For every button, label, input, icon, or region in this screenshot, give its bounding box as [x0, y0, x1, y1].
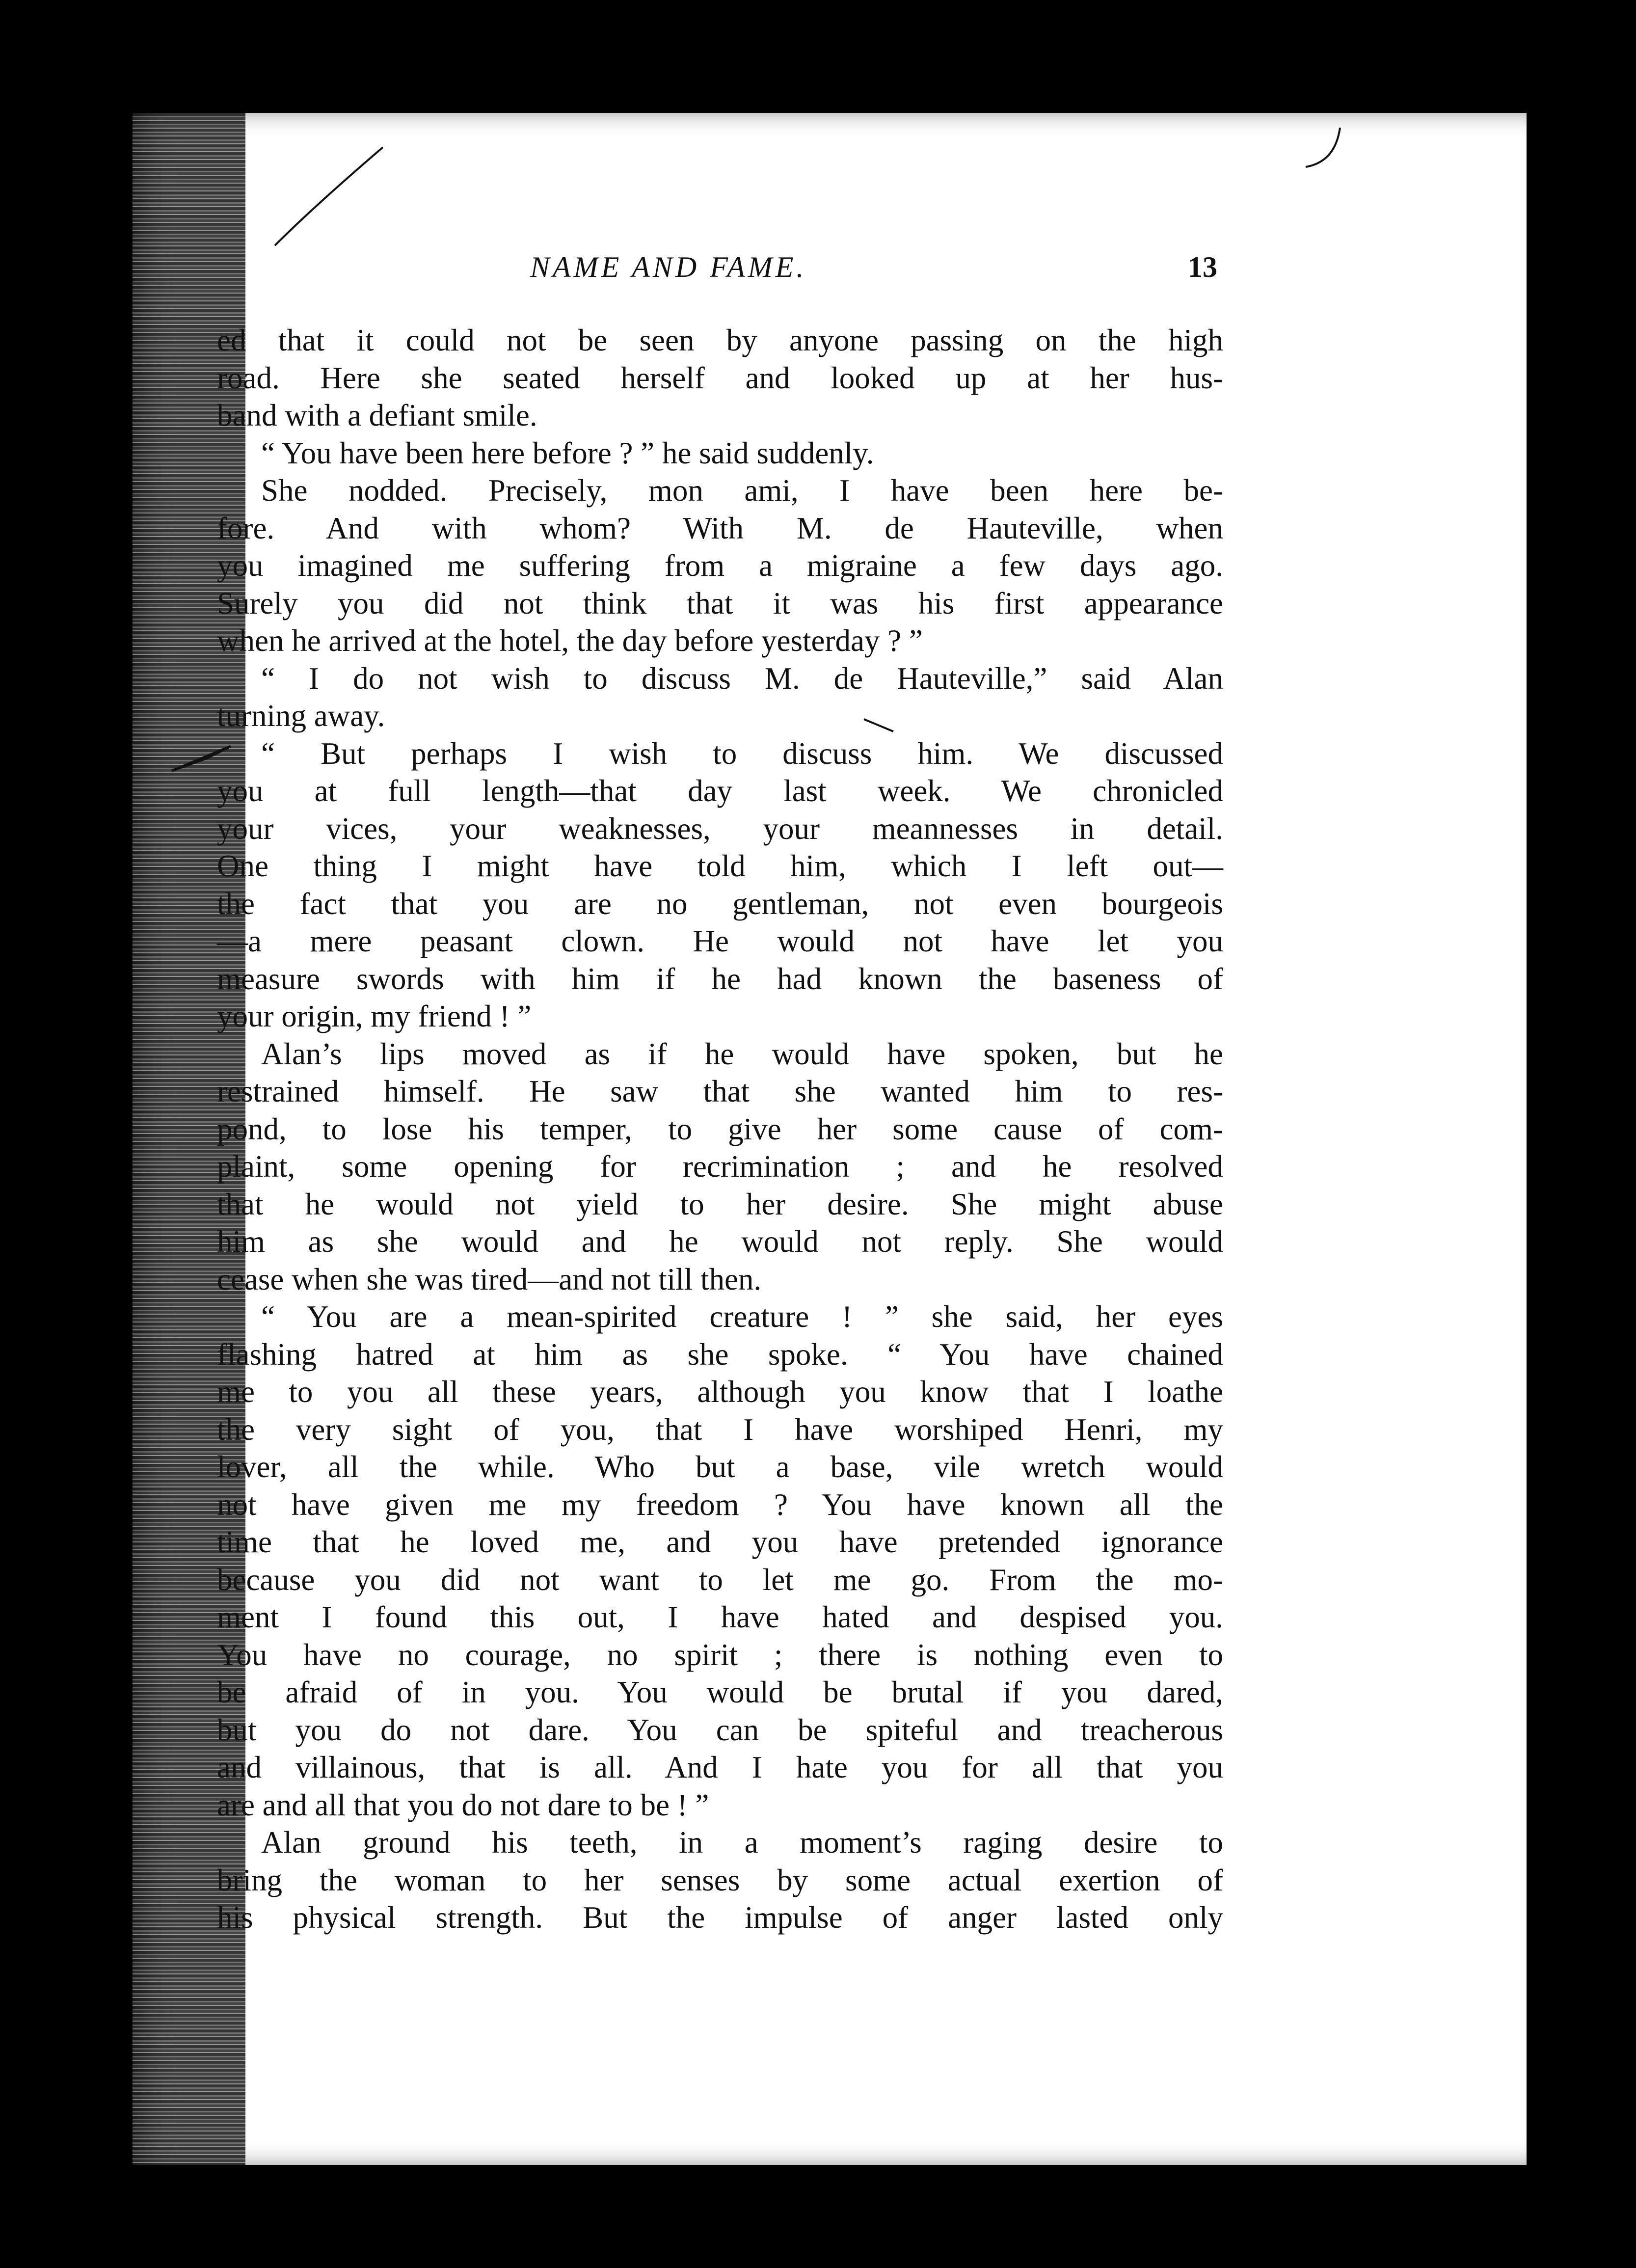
text-line: when he arrived at the hotel, the day before yesterday ? ”: [217, 623, 923, 658]
text-line: but you do not dare. You can be spiteful and treacherous: [217, 1712, 1223, 1747]
text-line: cease when she was tired—and not till then.: [217, 1262, 762, 1296]
text-line: ed that it could not be seen by anyone passing on the high: [217, 323, 1223, 357]
text-line: She nodded. Precisely, mon ami, I have been here be-: [261, 473, 1223, 508]
text-line: time that he loved me, and you have pretended ignorance: [217, 1525, 1223, 1559]
text-line: not have given me my freedom ? You have known all the: [217, 1487, 1223, 1522]
text-line: you at full length—that day last week. We chronicled: [217, 774, 1223, 808]
text-line: are and all that you do not dare to be ! ”: [217, 1787, 709, 1822]
text-line: You have no courage, no spirit ; there is nothing even to: [217, 1637, 1223, 1672]
running-head: NAME AND FAME.: [530, 251, 807, 283]
text-line: One thing I might have told him, which I left out—: [217, 849, 1223, 883]
text-line: lover, all the while. Who but a base, vile wretch would: [217, 1450, 1223, 1484]
text-line: ment I found this out, I have hated and despised you.: [217, 1600, 1223, 1634]
text-line: his physical strength. But the impulse of anger lasted only: [217, 1900, 1223, 1935]
text-line: and villainous, that is all. And I hate you for all that you: [217, 1750, 1223, 1784]
text-line: band with a defiant smile.: [217, 398, 537, 432]
text-line: turning away.: [217, 699, 385, 733]
text-line: Surely you did not think that it was his first appearance: [217, 586, 1223, 621]
page-number: 13: [1188, 251, 1217, 283]
text-line: plaint, some opening for recrimination ; and he resolved: [217, 1149, 1223, 1184]
text-line: me to you all these years, although you know that I loathe: [217, 1375, 1223, 1409]
text-line: “ You are a mean-spirited creature ! ” she said, her eyes: [261, 1299, 1223, 1334]
text-line: measure swords with him if he had known the baseness of: [217, 961, 1223, 996]
text-line: your origin, my friend ! ”: [217, 999, 532, 1033]
text-line: fore. And with whom? With M. de Hauteville, when: [217, 511, 1223, 545]
text-line: “ But perhaps I wish to discuss him. We discussed: [261, 736, 1223, 771]
text-line: pond, to lose his temper, to give her some cause of com-: [217, 1111, 1223, 1146]
text-line: your vices, your weaknesses, your meannesses in detail.: [217, 811, 1223, 846]
text-line: bring the woman to her senses by some actual exertion of: [217, 1863, 1223, 1897]
text-line: be afraid of in you. You would be brutal if you dared,: [217, 1675, 1223, 1709]
text-line: because you did not want to let me go. From the mo-: [217, 1562, 1223, 1597]
text-line: that he would not yield to her desire. She might abuse: [217, 1187, 1223, 1221]
text-line: the fact that you are no gentleman, not even bourgeois: [217, 886, 1223, 921]
text-line: Alan ground his teeth, in a moment’s raging desire to: [261, 1825, 1223, 1860]
text-line: “ You have been here before ? ” he said suddenly.: [261, 435, 874, 470]
text-line: restrained himself. He saw that she wanted him to res-: [217, 1074, 1223, 1108]
text-line: you imagined me suffering from a migraine a few days ago.: [217, 548, 1223, 583]
text-line: the very sight of you, that I have worshiped Henri, my: [217, 1412, 1223, 1447]
text-line: “ I do not wish to discuss M. de Hauteville,” said Alan: [261, 661, 1223, 696]
text-line: —a mere peasant clown. He would not have let you: [217, 924, 1223, 958]
text-line: flashing hatred at him as she spoke. “ You have chained: [217, 1337, 1223, 1372]
text-line: road. Here she seated herself and looked up at her hus-: [217, 360, 1223, 395]
text-line: him as she would and he would not reply. She would: [217, 1224, 1223, 1259]
text-line: Alan’s lips moved as if he would have spoken, but he: [261, 1036, 1223, 1071]
